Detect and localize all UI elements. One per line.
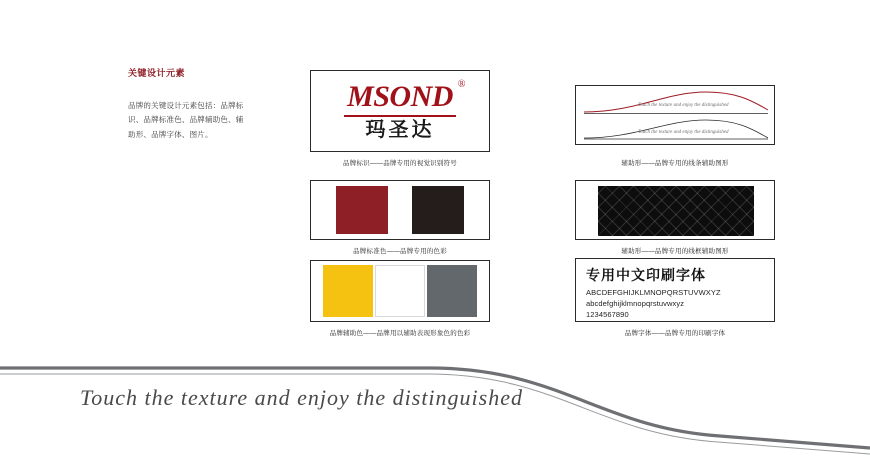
typography-panel bbox=[575, 258, 775, 322]
secondary-colors-panel bbox=[310, 260, 490, 322]
curve-graphic-label-bottom: Touch the texture and enjoy the distinguished bbox=[638, 130, 729, 135]
pattern-caption: 辅助形——品牌专用的线框辅助图形 bbox=[621, 248, 729, 255]
logo-panel bbox=[310, 70, 490, 152]
logo-wordmark bbox=[347, 78, 465, 113]
color-swatch-accent-white bbox=[375, 265, 425, 317]
logo-chinese-name: 玛圣达 bbox=[365, 118, 435, 141]
color-swatch-accent-gray bbox=[427, 265, 477, 317]
registered-trademark-icon: ® bbox=[457, 78, 465, 90]
curve-graphic-label-top: Touch the texture and enjoy the distinguished bbox=[638, 103, 729, 108]
key-design-elements-block bbox=[128, 66, 248, 142]
auxiliary-graphic-panel bbox=[575, 85, 775, 145]
brand-colors-caption: 品牌标准色——品牌专用的色彩 bbox=[353, 248, 447, 255]
brand-colors-panel bbox=[310, 180, 490, 240]
logo-lockup bbox=[311, 71, 489, 151]
typography-lowercase: abcdefghijklmnopqrstuvwxyz bbox=[586, 298, 685, 308]
curve-graphic bbox=[576, 86, 774, 144]
brand-tagline: Touch the texture and enjoy the distinguished bbox=[80, 385, 523, 410]
section-body-text: 品牌的关键设计元素包括：品牌标识、品牌标准色、品牌辅助色、辅助形、品牌字体、图片。 bbox=[128, 101, 244, 139]
quilted-pattern-swatch bbox=[598, 186, 754, 236]
logo-wordmark-text: MSOND bbox=[347, 79, 453, 113]
typography-title: 专用中文印刷字体 bbox=[586, 269, 706, 284]
typography-uppercase: ABCDEFGHIJKLMNOPQRSTUVWXYZ bbox=[586, 288, 721, 297]
brand-color-swatches bbox=[311, 181, 489, 239]
typography-numerals: 1234567890 bbox=[586, 309, 629, 319]
section-heading: 关键设计元素 bbox=[128, 68, 186, 78]
color-swatch-accent-yellow bbox=[323, 265, 373, 317]
typography-caption: 品牌字体——品牌专用的印刷字体 bbox=[624, 330, 726, 337]
secondary-color-swatches bbox=[311, 261, 489, 321]
color-swatch-brand-red bbox=[336, 186, 388, 234]
auxiliary-graphic-caption: 辅助形——品牌专用的线条辅助图形 bbox=[621, 160, 729, 167]
color-swatch-brand-black bbox=[412, 186, 464, 234]
secondary-colors-caption: 品牌辅助色——品牌用以辅助表现形象色的色彩 bbox=[329, 330, 471, 337]
logo-panel-caption: 品牌标识——品牌专用的视觉识别符号 bbox=[343, 160, 457, 167]
logo-divider-rule bbox=[344, 115, 456, 117]
pattern-panel bbox=[575, 180, 775, 240]
